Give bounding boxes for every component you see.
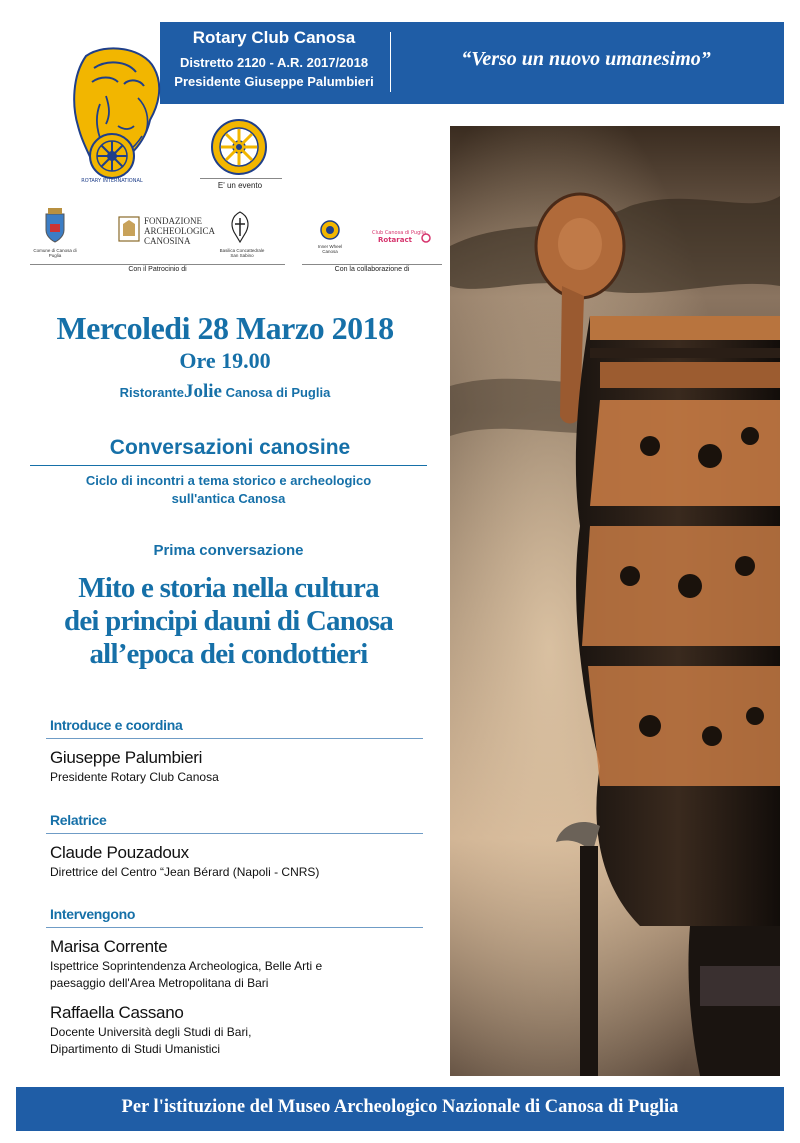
role-divider [46,738,423,739]
evento-divider [200,178,282,179]
event-venue [0,381,450,403]
person-description: Dipartimento di Studi Umanistici [50,1042,221,1056]
person-name: Raffaella Cassano [50,1003,184,1022]
venue-prefix: Ristorante [119,385,184,400]
role-heading-participants: Intervengono [50,906,136,922]
comune-caption: Comune di Canosa di Puglia [33,248,77,258]
svg-text:ROTARY INTERNATIONAL: ROTARY INTERNATIONAL [81,178,143,184]
person-name: Marisa Corrente [50,937,168,956]
rotaract-logo-icon [370,226,434,246]
patronage-divider [30,264,285,265]
comune-crest-icon [40,206,70,246]
venue-city: Canosa di Puglia [225,385,331,400]
patronage-label: Con il Patrocinio di [128,266,187,273]
fondazione-logo-icon [118,216,140,242]
role-heading-speaker: Relatrice [50,812,107,828]
person-description: Presidente Rotary Club Canosa [50,770,219,784]
club-president: Presidente Giuseppe Palumbieri [174,74,374,89]
collab-divider [302,264,442,265]
person-description: paesaggio dell'Area Metropolitana di Bari [50,976,269,990]
role-divider [46,927,423,928]
rotary-wheel-icon [210,118,268,176]
series-subtitle-line-1: Ciclo di incontri a tema storico e archeologico [85,473,372,488]
inner-wheel-icon [320,220,340,240]
conversation-title-line-1: Mito e storia nella cultura [78,572,379,604]
role-divider [46,833,423,834]
conversation-title-line-2: dei principi dauni di Canosa [64,605,393,637]
club-district: Distretto 2120 - A.R. 2017/2018 [179,55,369,70]
basilica-crest-icon [228,210,252,246]
person-description: Ispettrice Soprintendenza Archeologica, Belle Arti e [50,959,323,973]
person-name: Giuseppe Palumbieri [50,748,203,767]
evento-label: E' un evento [217,181,263,190]
basilica-caption: Basilica Concattedrale San Sabino [219,248,265,258]
series-title: Conversazioni canosine [109,436,351,459]
person-description: Docente Università degli Studi di Bari, [50,1025,252,1039]
conversation-label: Prima conversazione [153,542,304,559]
event-date: Mercoledi 28 Marzo 2018 [56,310,394,346]
person-description: Direttrice del Centro “Jean Bérard (Napoli - CNRS) [50,865,320,879]
header-divider [390,32,391,92]
svg-text:Club Canosa di Puglia: Club Canosa di Puglia [372,230,427,236]
conversation-title [30,572,427,671]
venue-name: Jolie [183,381,222,402]
series-subtitle-line-2: sull'antica Canosa [171,491,286,506]
svg-text:Rotaract: Rotaract [378,236,412,244]
event-time: Ore 19.00 [179,348,271,373]
greek-vase-photo [450,126,780,1076]
role-heading-introduce: Introduce e coordina [50,717,183,733]
club-name: Rotary Club Canosa [192,28,356,47]
motto: “Verso un nuovo umanesimo” [461,48,711,70]
fondazione-caption: FONDAZIONE ARCHEOLOGICA CANOSINA [144,216,215,246]
rotary-club-logo-icon [66,46,162,184]
inner-wheel-caption: Inner Wheel Canosa [317,244,343,254]
person-name: Claude Pouzadoux [50,843,189,862]
conversation-title-line-3: all’epoca dei condottieri [89,638,368,670]
footer-text: Per l'istituzione del Museo Archeologico Nazionale di Canosa di Puglia [121,1097,679,1117]
series-divider [30,465,427,466]
collab-label: Con la collaborazione di [334,266,410,273]
